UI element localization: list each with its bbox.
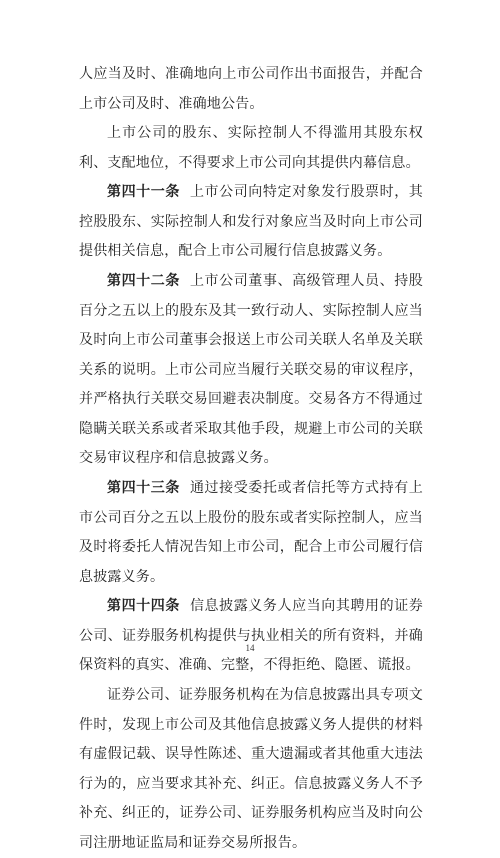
article-42: [79, 267, 423, 474]
article-43: [79, 474, 423, 592]
article-41: [79, 178, 423, 267]
paragraph-securities-firms: [79, 681, 423, 858]
paragraph-text: 人应当及时、准确地向上市公司作出书面报告，并配合上市公司及时、准确地公告。: [79, 66, 423, 112]
paragraph-continuation: [79, 60, 423, 119]
paragraph-text: 证券公司、证券服务机构在为信息披露出具专项文件时，发现上市公司及其他信息披露义务人提供的材料有虚假记载、误导性陈述、重大遗漏或者其他重大违法行为的，应当要求其补充、纠正。信息披露义务人不予补充、纠正的，证券公司、证券服务机构应当及时向公司注册地证监局和证券交易所报告。: [79, 687, 423, 851]
article-44: [79, 592, 423, 681]
paragraph-shareholder-duty: [79, 119, 423, 178]
paragraph-text: 上市公司的股东、实际控制人不得滥用其股东权利、支配地位，不得要求上市公司向其提供内幕信息。: [79, 125, 423, 171]
article-number: 第四十二条: [107, 273, 180, 289]
article-number: 第四十一条: [107, 184, 180, 200]
paragraph-text: 通过接受委托或者信托等方式持有上市公司百分之五以上股份的股东或者实际控制人，应当及时将委托人情况告知上市公司，配合上市公司履行信息披露义务。: [79, 480, 423, 585]
paragraph-text: 信息披露义务人应当向其聘用的证券公司、证券服务机构提供与执业相关的所有资料，并确保资料的真实、准确、完整，不得拒绝、隐匿、谎报。: [79, 598, 423, 673]
paragraph-text: 上市公司董事、高级管理人员、持股百分之五以上的股东及其一致行动人、实际控制人应当及时向上市公司董事会报送上市公司关联人名单及关联关系的说明。上市公司应当履行关联交易的审议程序，并严格执行关联交易回避表决制度。交易各方不得通过隐瞒关联关系或者采取其他手段，规避上市公司的关联交易审议程序和信息披露义务。: [79, 273, 423, 466]
article-number: 第四十三条: [107, 480, 180, 496]
page-number: 14: [245, 643, 255, 653]
paragraph-text: 上市公司向特定对象发行股票时，其控股股东、实际控制人和发行对象应当及时向上市公司提供相关信息，配合上市公司履行信息披露义务。: [79, 184, 423, 259]
article-number: 第四十四条: [107, 598, 180, 614]
